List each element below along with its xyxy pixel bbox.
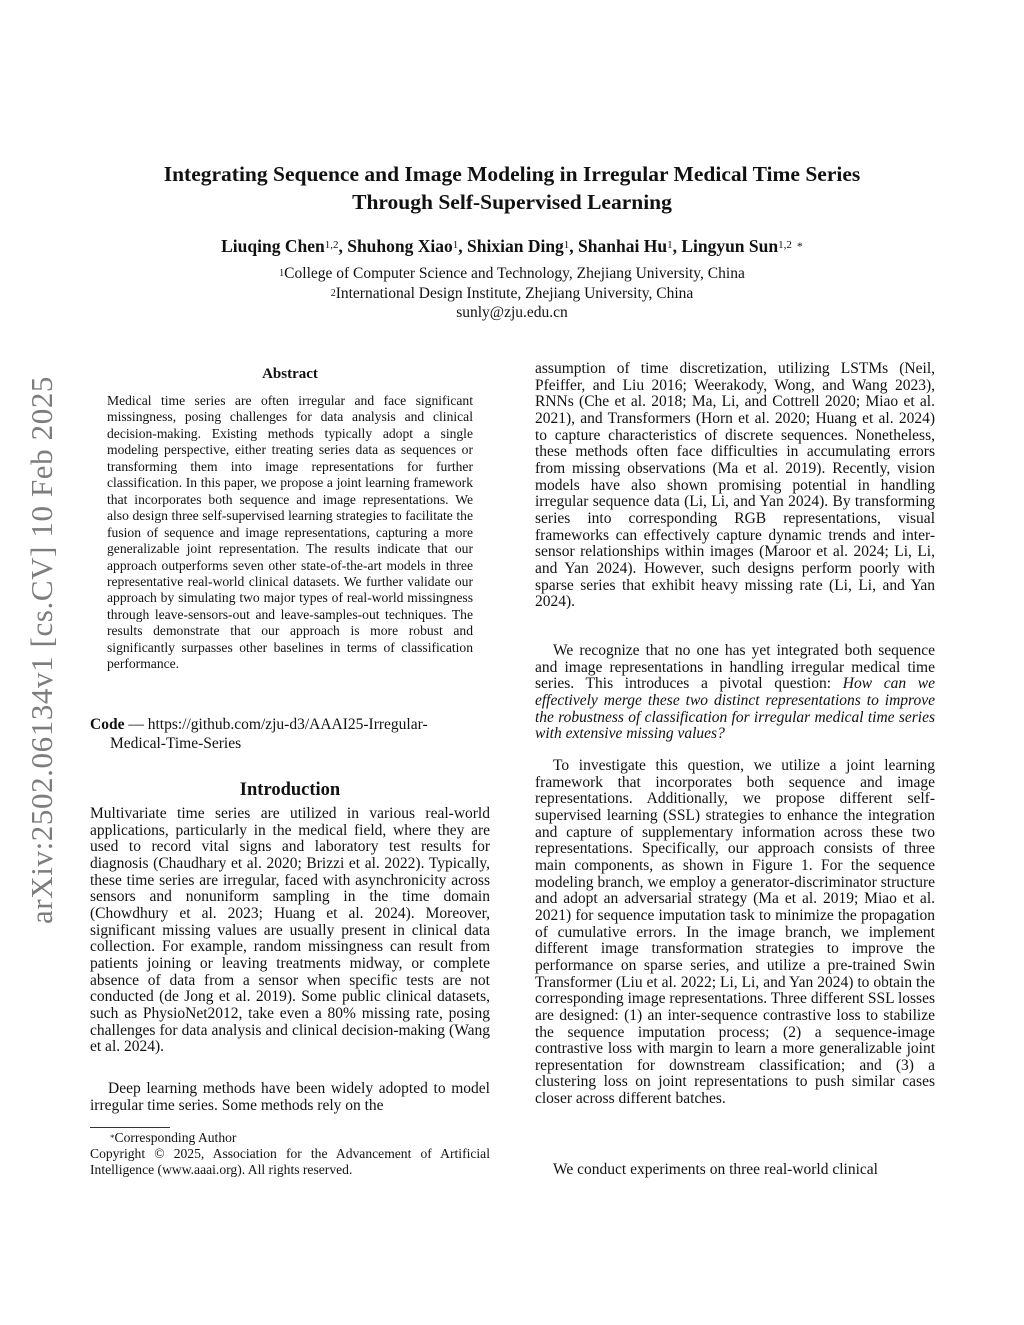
copyright-note: Copyright © 2025, Association for the Advancement of Artificial Intelligence (www.aaai.org). All rights reserved.: [90, 1146, 490, 1177]
intro-paragraph-2: Deep learning methods have been widely adopted to model irregular time series. Some methods rely on the: [90, 1080, 490, 1114]
code-separator: —: [124, 716, 148, 733]
corresponding-author-note: [90, 1130, 490, 1146]
abstract-heading: Abstract: [262, 366, 318, 382]
code-url-part-1[interactable]: https://github.com/zju-d3/AAAI25-Irregular-: [147, 716, 428, 733]
author-name: Lingyun Sun: [681, 236, 779, 256]
code-label: Code: [90, 716, 125, 733]
right-paragraph-2: [535, 643, 935, 743]
paragraph-plain-text: We recognize that no one has yet integrated both sequence and image representations in handling irregular medical time series. This introduces a pivotal question:: [535, 642, 935, 693]
author-name: Shixian Ding: [467, 236, 564, 256]
abstract-text: Medical time series are often irregular and face significant missingness, posing challenges for data analysis and clinical decision-making. Existing methods typically adopt a single modeling perspective, either treating series data as sequences or transforming them into image representations for further classification. In this paper, we propose a joint learning framework that incorporates both sequence and image representations. We also design three self-supervised learning strategies to facilitate the fusion of sequence and image representations, capturing a more generalizable joint representation. The results indicate that our approach outperforms seven other state-of-the-art models in three representative real-world clinical datasets. We further validate our approach by simulating two major types of real-world missingness through leave-sensors-out and leave-samples-out techniques. The results demonstrate that our approach is more robust and significantly surpasses other baselines in terms of classification performance.: [107, 393, 473, 672]
author-affiliation-mark: 1,2: [324, 239, 339, 251]
right-paragraph-1: assumption of time discretization, utilizing LSTMs (Neil, Pfeiffer, and Liu 2016; Weerakody, Wong, and Wang 2023), RNNs (Che et al. 2018; Ma, Li, and Cottrell 2020; Miao et al. 2021), and Transformers (Horn et al. 2020; Huang et al. 2024) to capture characteristics of discrete sequences. Nonetheless, these methods often face difficulties in accumulating errors from missing observations (Ma et al. 2019). Recently, vision models have also shown promising potential in handling irregular sequence data (Li, Li, and Yan 2024). By transforming series into corresponding RGB representations, visual frameworks can effectively capture dynamic trends and inter-sensor relationships within images (Maroor et al. 2024; Li, Li, and Yan 2024). However, such designs perform poorly with sparse series that exhibit heavy missing rate (Li, Li, and Yan 2024).: [535, 360, 935, 611]
arxiv-side-label: arXiv:2502.06134v1 [cs.CV] 10 Feb 2025: [24, 375, 59, 925]
author-affiliation-mark: 1,2: [778, 239, 792, 251]
footnote-text: Corresponding Author: [114, 1130, 237, 1145]
footnote-star: *: [110, 1133, 115, 1143]
author-name: Shuhong Xiao: [347, 236, 453, 256]
affiliation-text: International Design Institute, Zhejiang University, China: [335, 285, 694, 302]
title-line-1: Integrating Sequence and Image Modeling in Irregular Medical Time Series: [163, 162, 861, 186]
affiliation-text: College of Computer Science and Technology, Zhejiang University, China: [284, 265, 745, 282]
author-affiliation-mark: 1: [667, 239, 673, 251]
footnote-rule: [90, 1127, 170, 1128]
code-link-line: [90, 715, 490, 753]
author-list: Liuqing Chen$^{1,2}$, Shuhong Xiao$^1$, Shixian Ding$^1$, Shanhai Hu$^1$, Lingyun Sun$^{1,2}$ *: [221, 236, 803, 256]
right-paragraph-3: To investigate this question, we utilize a joint learning framework that incorporates both sequence and image representations. Additionally, we propose different self-supervised learning (SSL) strategies to enhance the integration and capture of supplementary information across these two representations. Specifically, our approach consists of three main components, as shown in Figure 1. For the sequence modeling branch, we employ a generator-discriminator structure and adopt an adversarial strategy (Ma et al. 2019; Miao et al. 2021) for sequence imputation task to minimize the propagation of cumulative errors. In the image branch, we implement different image transformation strategies to improve the performance on sparse series, and utilize a pre-trained Swin Transformer (Liu et al. 2022; Li, Li, and Yan 2024) to obtain the corresponding image representations. Three different SSL losses are designed: (1) an inter-sequence contrastive loss to stabilize the sequence imputation process; (2) a sequence-image contrastive loss with margin to learn a more generalizable joint representation for downstream classification; and (3) a clustering loss on joint representations to push similar cases closer across different batches.: [535, 757, 935, 1108]
title-line-2: Through Self-Supervised Learning: [352, 190, 672, 214]
affiliation-number: 2: [330, 288, 336, 299]
code-url-part-2[interactable]: Medical-Time-Series: [110, 735, 242, 752]
paper-title: [90, 160, 934, 216]
research-question: How can we effectively merge these two distinct representations to improve the robustness of classification for irregular medical time series with extensive missing values?: [535, 675, 935, 743]
author-email: sunly@zju.edu.cn: [456, 304, 568, 321]
corresponding-star: *: [796, 239, 803, 253]
author-name: Shanhai Hu: [578, 236, 668, 256]
author-affiliation-mark: 1: [563, 239, 570, 251]
introduction-heading: Introduction: [239, 780, 341, 800]
affiliation-1: [90, 263, 934, 284]
right-paragraph-4: We conduct experiments on three real-world clinical: [553, 1161, 878, 1178]
affiliation-2: [90, 283, 934, 304]
intro-paragraph-1: Multivariate time series are utilized in various real-world applications, particularly in the medical field, where they are used to record vital signs and laboratory test results for diagnosis (Chaudhary et al. 2020; Brizzi et al. 2022). Typically, these time series are irregular, faced with asynchronicity across sensors and nonuniform sampling in the time domain (Chowdhury et al. 2023; Huang et al. 2024). Moreover, significant missing values are usually present in clinical data collection. For example, random missingness can result from patients joining or leaving treatments midway, or complete absence of data from a sensor when specific tests are not conducted (de Jong et al. 2019). Some public clinical datasets, such as PhysioNet2012, take even a 80% missing rate, posing challenges for data analysis and clinical decision-making (Wang et al. 2024).: [90, 805, 490, 1056]
affiliation-number: 1: [279, 268, 285, 279]
author-name: Liuqing Chen: [221, 236, 325, 256]
author-affiliation-mark: 1: [452, 239, 459, 251]
